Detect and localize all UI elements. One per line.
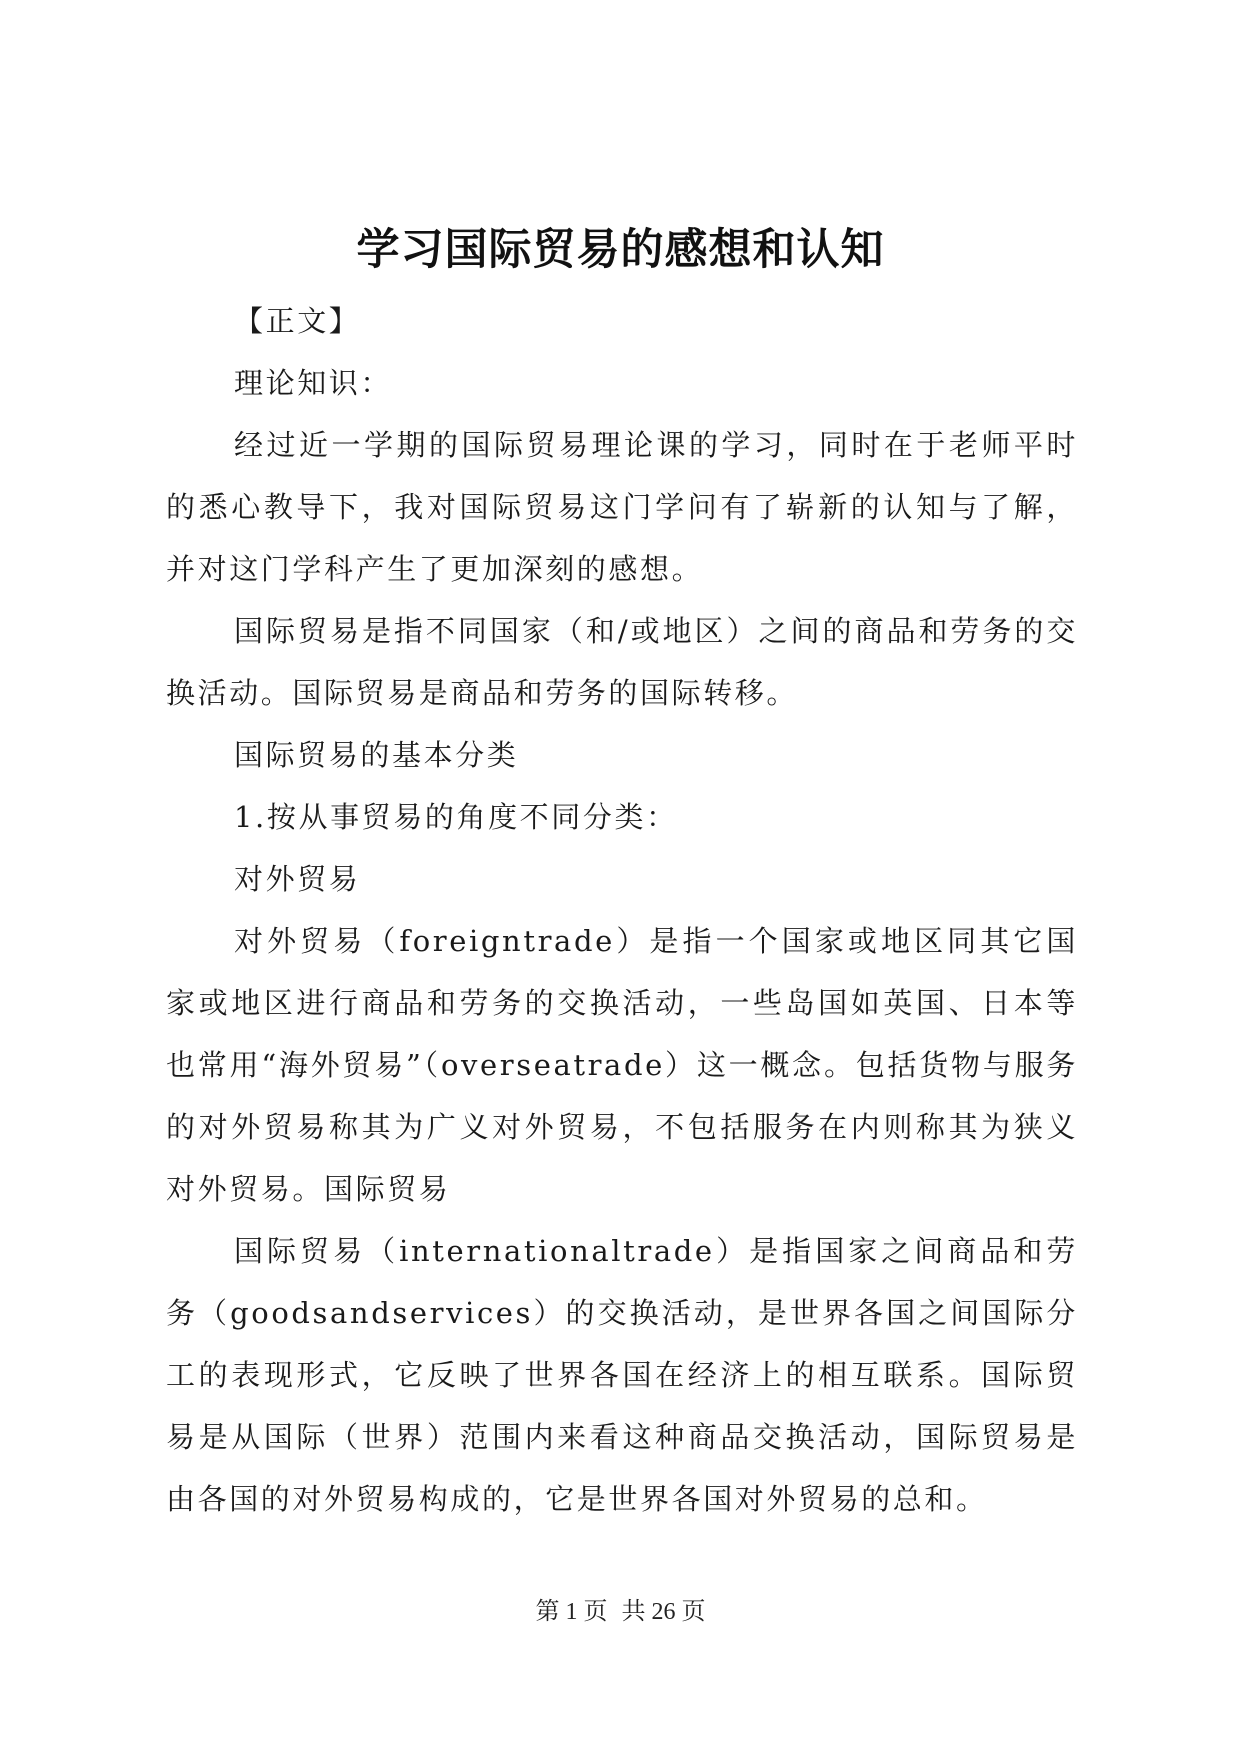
paragraph-intro: 经过近一学期的国际贸易理论课的学习，同时在于老师平时的悉心教导下，我对国际贸易这门学问有了崭新的认知与了解，并对这门学科产生了更加深刻的感想。	[166, 428, 1078, 586]
paragraph-foreign-trade: 对外贸易（foreigntrade）是指一个国家或地区同其它国家或地区进行商品和劳务的交换活动，一些岛国如英国、日本等也常用“海外贸易”（overseatrade）这一概念。包括货物与服务的对外贸易称其为广义对外贸易，不包括服务在内则称其为狭义对外贸易。国际贸易	[166, 924, 1078, 1206]
document-body	[166, 290, 1078, 1530]
paragraph-foreign-trade-heading: 对外贸易	[234, 862, 361, 896]
paragraph-definition: 国际贸易是指不同国家（和/或地区）之间的商品和劳务的交换活动。国际贸易是商品和劳务的国际转移。	[166, 614, 1078, 710]
page-number: 第 1 页	[535, 1599, 608, 1625]
page-total: 共 26 页	[621, 1599, 706, 1625]
paragraph-section-marker: 【正文】	[234, 304, 361, 338]
paragraph-classification-item: 1.按从事贸易的角度不同分类：	[234, 800, 678, 834]
page-footer	[0, 1596, 1241, 1628]
document-title: 学习国际贸易的感想和认知	[356, 225, 885, 275]
paragraph-international-trade: 国际贸易（internationaltrade）是指国家之间商品和劳务（goodsandservices）的交换活动，是世界各国之间国际分工的表现形式，它反映了世界各国在经济上的相互联系。国际贸易是从国际（世界）范围内来看这种商品交换活动，国际贸易是由各国的对外贸易构成的，它是世界各国对外贸易的总和。	[166, 1234, 1078, 1516]
paragraph-theory-heading: 理论知识：	[234, 366, 393, 400]
paragraph-classification-heading: 国际贸易的基本分类	[234, 738, 519, 772]
